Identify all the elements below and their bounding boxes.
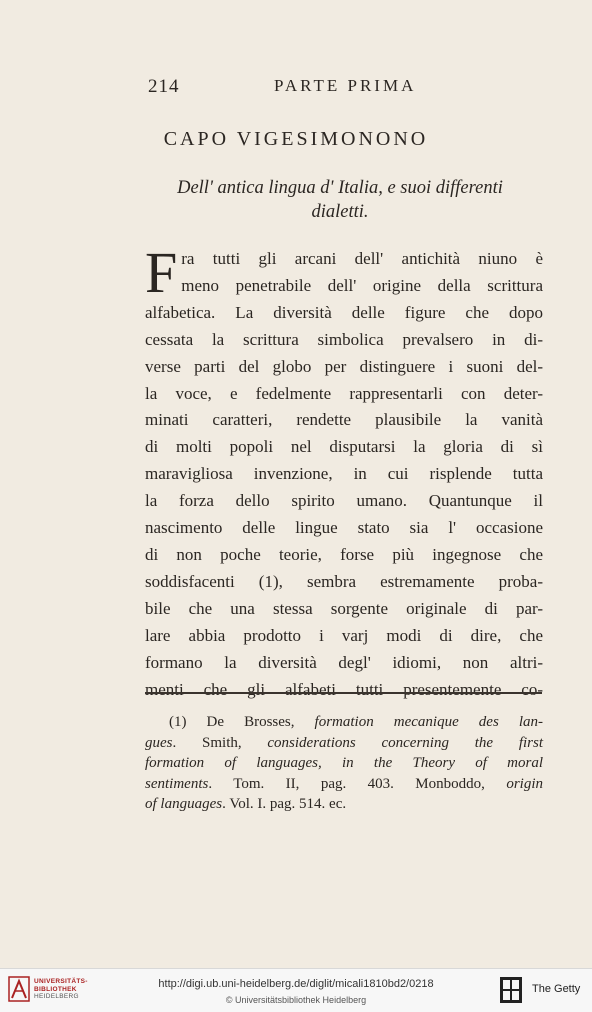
chapter-subtitle bbox=[110, 176, 570, 224]
text-line: verse parti del globo per distinguere i suoni del- bbox=[145, 356, 543, 376]
footnote-italic: formation mecanique des lan- bbox=[314, 714, 543, 730]
footnote-line bbox=[145, 712, 543, 733]
footnote-line: formation of languages, in the Theory of moral bbox=[145, 755, 543, 771]
library-name-line: UNIVERSITÄTS- bbox=[34, 978, 88, 985]
text-line: di non poche teorie, forse più ingegnose che bbox=[145, 544, 543, 564]
text-line: alfabetica. La diversità delle figure che dopo bbox=[145, 302, 543, 322]
text-line: minati caratteri, rendette plausibile la vanità bbox=[145, 410, 543, 430]
text-line: la voce, e fedelmente rappresentarli con deter- bbox=[145, 383, 543, 403]
getty-logo-icon[interactable] bbox=[500, 977, 522, 1003]
permalink-url[interactable]: http://digi.ub.uni-heidelberg.de/diglit/micali1810bd2/0218 bbox=[158, 978, 434, 990]
text-line: ra tutti gli arcani dell' antichità niuno è bbox=[181, 249, 543, 268]
text-line: nascimento delle lingue stato sia l' occasione bbox=[145, 518, 543, 538]
footnote-line bbox=[145, 794, 543, 815]
footnote bbox=[145, 712, 543, 815]
footnote-text: . Smith, bbox=[172, 734, 268, 751]
footnote-text: . Tom. II, pag. 403. Monboddo, bbox=[208, 775, 507, 792]
text-line: la forza dello spirito umano. Quantunque il bbox=[145, 491, 543, 511]
footnote-text: (1) De Brosses, bbox=[169, 714, 315, 730]
text-line: cessata la scrittura simbolica prevalsero in di- bbox=[145, 329, 543, 349]
library-name-line: BIBLIOTHEK bbox=[34, 985, 77, 993]
text-line: di molti popoli nel disputarsi la gloria di sì bbox=[145, 437, 543, 457]
drop-cap: F bbox=[145, 240, 178, 305]
footnote-line bbox=[145, 733, 543, 754]
footnote-text: . Vol. I. pag. 514. ec. bbox=[222, 796, 347, 812]
body-text bbox=[145, 240, 543, 703]
footnote-italic: of languages bbox=[145, 796, 223, 812]
footnote-italic: considerations concerning the first bbox=[267, 734, 543, 751]
footnote-italic: gues bbox=[145, 734, 173, 751]
page-number: 214 bbox=[148, 76, 180, 97]
text-line: maravigliosa invenzione, in cui risplende tutta bbox=[145, 464, 543, 484]
text-line: bile che una stessa sorgente originale di par- bbox=[145, 598, 543, 618]
text-line: lare abbia prodotto i varj modi di dire, che bbox=[145, 625, 543, 645]
text-line: meno penetrabile dell' origine della scrittura bbox=[181, 275, 543, 295]
footnote-italic: sentiments bbox=[145, 775, 209, 792]
text-line: menti che gli alfabeti tutti presentemente co- bbox=[145, 679, 543, 699]
library-name-line: HEIDELBERG bbox=[34, 993, 79, 1000]
text-line: soddisfacenti (1), sembra estremamente proba- bbox=[145, 571, 543, 591]
footnote-rule bbox=[145, 692, 542, 694]
copyright-notice: © Universitätsbibliothek Heidelberg bbox=[225, 995, 367, 1005]
subtitle-line: Dell' antica lingua d' Italia, e suoi differenti bbox=[177, 178, 503, 198]
subtitle-line: dialetti. bbox=[311, 202, 369, 222]
text-line: formano la diversità degl' idiomi, non altri- bbox=[145, 652, 543, 672]
chapter-title: CAPO VIGESIMONONO bbox=[163, 128, 429, 150]
viewer-footer bbox=[0, 968, 592, 1012]
footnote-line bbox=[145, 774, 543, 795]
page-header bbox=[148, 76, 552, 100]
footnote-italic: origin bbox=[506, 775, 543, 792]
sponsor-name[interactable]: The Getty bbox=[532, 983, 581, 995]
running-head: PARTE PRIMA bbox=[274, 76, 417, 95]
